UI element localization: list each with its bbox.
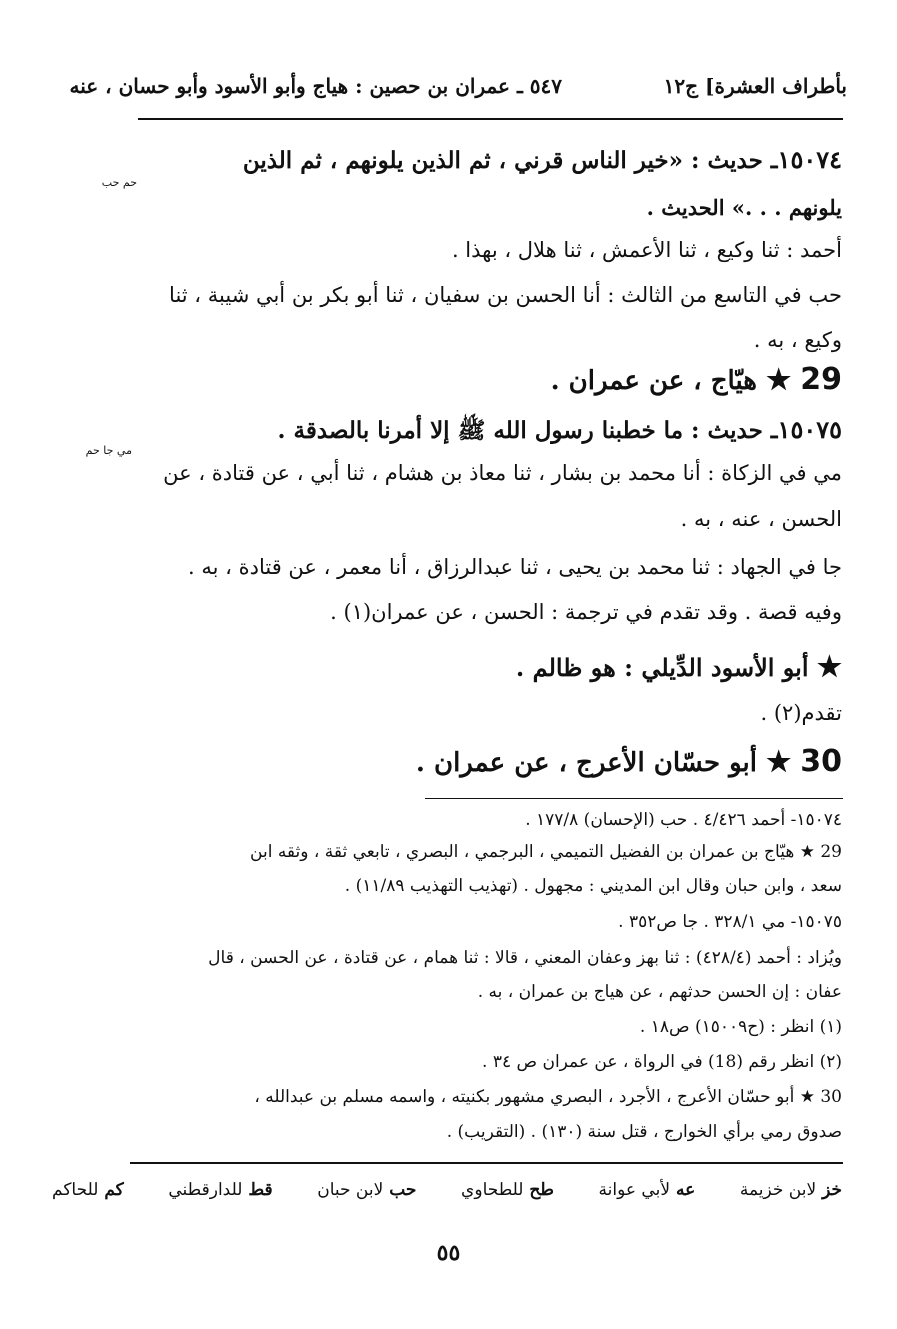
entry-symbols: حم حب <box>101 176 137 189</box>
abbreviations-rule <box>130 1162 843 1164</box>
header-rule <box>138 118 843 120</box>
narrator-number: 29 <box>800 362 842 397</box>
star-icon: ★ <box>816 650 842 683</box>
para-mi-1: مي في الزكاة : أنا محمد بن بشار ، ثنا معاذ بن هشام ، ثنا أبي ، عن قتادة ، عن <box>163 461 842 485</box>
entry-number: ١٥٠٧٥ <box>777 415 842 444</box>
abbreviations-legend <box>52 1180 842 1200</box>
narrator-heading-text: هيّاج ، عن عمران . <box>550 366 758 396</box>
abbr-item: قط للدارقطني <box>168 1180 273 1200</box>
narrator-number: 30 <box>800 744 842 779</box>
para-ahmad: أحمد : ثنا وكيع ، ثنا الأعمش ، ثنا هلال ، بهذا . <box>451 238 842 262</box>
narrator-heading-29 <box>551 362 842 397</box>
entry-symbols: مي جا حم <box>85 444 132 457</box>
footnote-15074: ١٥٠٧٤- أحمد ٤/٤٢٦ . حب (الإحسان) ١٧٧/٨ . <box>525 810 842 830</box>
para-ja-1: جا في الجهاد : ثنا محمد بن يحيى ، ثنا عبدالرزاق ، أنا معمر ، عن قتادة ، به . <box>188 555 842 579</box>
footnote-30a: 30 ★ أبو حسّان الأعرج ، الأجرد ، البصري مشهور بكنيته ، واسمه مسلم بن عبدالله ، <box>254 1087 842 1107</box>
abbr-item: حب لابن حبان <box>317 1180 417 1200</box>
footnote-15075: ١٥٠٧٥- مي ٣٢٨/١ . جا ص٣٥٢ . <box>618 912 842 932</box>
star-icon: ★ <box>766 363 792 396</box>
page-number: ٥٥ <box>436 1240 461 1266</box>
footnote-2: (٢) انظر رقم (18) في الرواة ، عن عمران ص ٣٤ . <box>482 1052 842 1072</box>
narrator-heading-30 <box>416 744 842 779</box>
entry-15075 <box>277 412 842 449</box>
header-title: ٥٤٧ ـ عمران بن حصين : هياج وأبو الأسود وأبو حسان ، عنه <box>69 74 562 98</box>
footnote-29a: 29 ★ هيّاج بن عمران بن الفضيل التميمي ، البرجمي ، البصري ، تابعي ثقة ، وثقه ابن <box>250 842 842 862</box>
footnote-29b: سعد ، وابن حبان وقال ابن المديني : مجهول . (تهذيب التهذيب ١١/٨٩) . <box>344 876 842 896</box>
abbr-item: عه لأبي عوانة <box>598 1180 696 1200</box>
abbr-item: كم للحاكم <box>52 1180 124 1200</box>
entry-number: ١٥٠٧٤ <box>777 145 842 174</box>
entry-text: ـ حديث : «خير الناس قرني ، ثم الذين يلونهم ، ثم الذين <box>242 147 778 174</box>
narrator-heading-text: أبو حسّان الأعرج ، عن عمران . <box>415 748 758 778</box>
para-hibban-1: حب في التاسع من الثالث : أنا الحسن بن سفيان ، ثنا أبو بكر بن أبي شيبة ، ثنا <box>169 283 842 307</box>
footnote-yuzad-a: ويُزاد : أحمد (٤٢٨/٤) : ثنا بهز وعفان المعني ، قالا : ثنا همام ، عن قتادة ، عن الحسن ، قال <box>208 948 842 968</box>
entry-text: ـ حديث : ما خطبنا رسول الله ﷺ إلا أمرنا بالصدقة . <box>277 417 778 444</box>
para-ja-2: وفيه قصة . وقد تقدم في ترجمة : الحسن ، عن عمران(١) . <box>330 600 842 624</box>
footnote-1: (١) انظر : (ح١٥٠٠٩) ص١٨ . <box>639 1017 842 1037</box>
narrator-heading-aswad <box>516 650 842 683</box>
entry-15074-line2: يلونهم . . .» الحديث . <box>646 195 842 220</box>
footnote-rule <box>425 798 843 799</box>
para-mi-2: الحسن ، عنه ، به . <box>680 507 842 531</box>
footnote-yuzad-b: عفان : إن الحسن حدثهم ، عن هياج بن عمران ، به . <box>477 982 842 1002</box>
star-icon: ★ <box>766 745 792 778</box>
abbr-item: خز لابن خزيمة <box>739 1180 842 1200</box>
para-hibban-2: وكيع ، به . <box>753 328 842 352</box>
footnote-30b: صدوق رمي برأي الخوارج ، قتل سنة (١٣٠) . (التقريب) . <box>446 1122 842 1142</box>
header-right: بأطراف العشرة] ج١٢ <box>663 74 847 98</box>
taqaddam-note: تقدم(٢) . <box>760 701 842 725</box>
narrator-heading-text: أبو الأسود الدِّيلي : هو ظالم . <box>515 653 809 682</box>
entry-15074 <box>243 142 842 179</box>
abbr-item: طح للطحاوي <box>461 1180 554 1200</box>
